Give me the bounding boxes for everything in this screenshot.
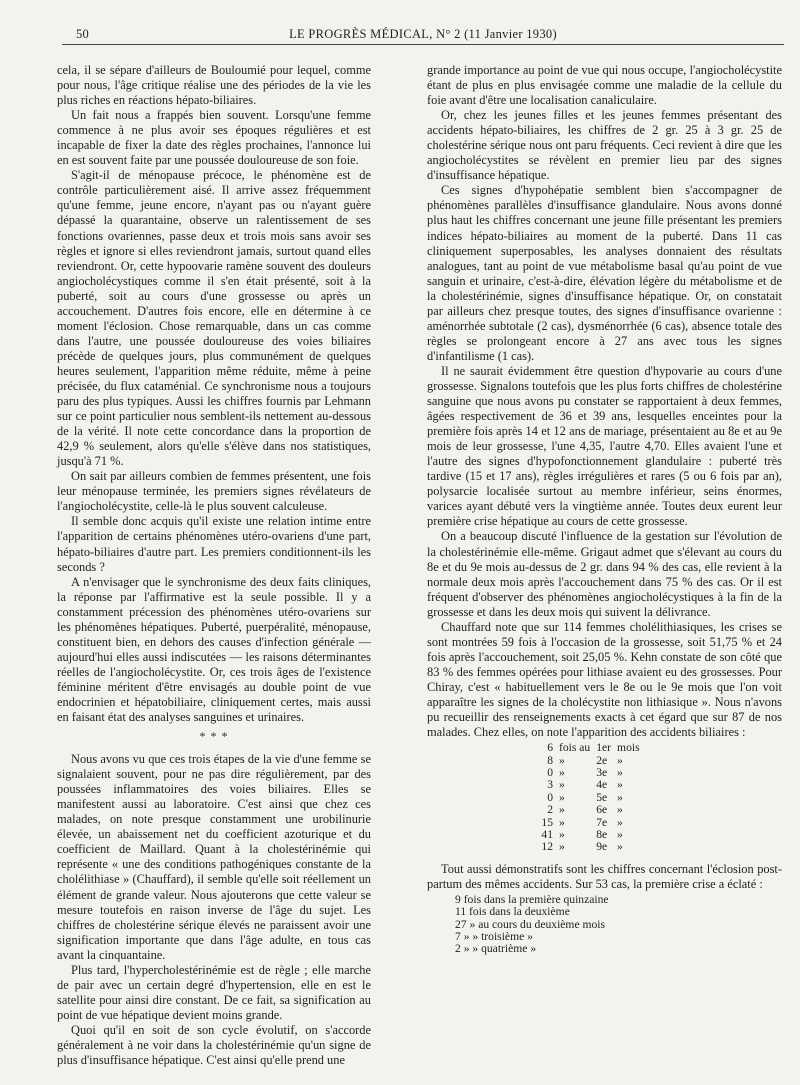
table-cell: 2e [596, 753, 608, 767]
table-row [537, 817, 646, 829]
list-item: 9 fois dans la première quinzaine [455, 892, 609, 906]
table-cell: 0 [547, 765, 553, 779]
paragraph: Or, chez les jeunes filles et les jeunes femmes présentant des accidents hépato-biliaires, les chiffres de 2 gr. 25 à 3 gr. 25 de cholestérine sérique nous ont paru fréquents. Ceci revient à dire que les angiocholécystites se révèlent en premier lieu par des signes d'insuffisance hépatique. [427, 108, 782, 183]
table-cell: 1er [596, 741, 612, 755]
table-cell: » [559, 790, 565, 804]
table-cell: 8e [596, 827, 608, 841]
paragraph: On sait par ailleurs combien de femmes présentent, une fois leur ménopause terminée, les premiers signes révélateurs de l'angiocholécystite, celle-là le plus souvent calculeuse. [57, 469, 371, 514]
table-cell: » [559, 803, 565, 817]
table-cell: 7e [596, 815, 608, 829]
table-cell: » [617, 765, 623, 779]
table-cell: mois [617, 741, 640, 755]
table-row [537, 742, 646, 754]
table-cell: » [617, 753, 623, 767]
table-cell: » [617, 803, 623, 817]
header-rule [62, 44, 784, 45]
table-cell: » [559, 840, 565, 854]
table-cell: 15 [541, 815, 553, 829]
list-item: 27 » au cours du deuxième mois [455, 917, 606, 931]
table-cell: 41 [541, 827, 553, 841]
table-row [537, 804, 646, 816]
page-header [62, 24, 784, 42]
paragraph: Il semble donc acquis qu'il existe une relation intime entre l'apparition de certains phénomènes utéro-ovariens d'une part, hépato-biliaires d'autre part. Les premiers conditionnent-ils les seconds ? [57, 514, 371, 574]
paragraph: A n'envisager que le synchronisme des deux faits cliniques, la réponse par l'affirmative est la seule possible. Il y a constamment précession des phénomènes utéro-ovariens sur les phénomènes hépatiques. Puberté, puerpéralité, ménopause, constituent bien, en dehors des causes d'infection générale — aujourd'hui elles aussi indiscutées — les raisons déterminantes réelles de l'angiocholécystite. Or, ces trois âges de l'existence féminine méritent d'être envisagés au double point de vue endocrinien et hépatobiliaire, cliniquement certes, mais aussi en faisant état des analyses sanguines et urinaires. [57, 574, 371, 725]
table-cell: » [617, 790, 623, 804]
monthly-onset-table [537, 742, 646, 854]
paragraph: Quoi qu'il en soit de son cycle évolutif, on s'accorde généralement à ne voir dans la cholestérinémie qu'un signe de plus d'insuffisance hépatique. C'est ainsi qu'elle prend une [57, 1022, 371, 1068]
section-stars: * * * [199, 729, 229, 744]
table-row [537, 829, 646, 841]
paragraph: Chauffard note que sur 114 femmes cholélithiasiques, les crises se sont montrées 59 fois à l'occasion de la grossesse, soit 51,75 % et 24 fois après l'accouchement, soit 25,05 %. Kehn constate de son côté que 83 % des femmes opérées pour lithiase avaient eu des grossesses. Pour Chiray, c'est « habituellement vers le 8e ou le 9e mois que l'on voit apparaître les signes de la cholécystite non lithiasique ». Nous n'avons pu recueillir des renseignements exacts à cet égard que sur 87 de nos malades. Chez elles, on note l'apparition des accidents biliaires : [427, 619, 782, 740]
paragraph: Tout aussi démonstratifs sont les chiffres concernant l'éclosion post-partum des mêmes accidents. Sur 53 cas, la première crise a éclaté : [427, 861, 782, 891]
table-cell: » [617, 778, 623, 792]
table-cell: 4e [596, 778, 608, 792]
table-row [537, 755, 646, 767]
paragraph: Un fait nous a frappés bien souvent. Lorsqu'une femme commence à ne plus avoir ses époques régulières et est incapable de fixer la date des règles prochaines, l'annonce lui en est souvent faite par une poussée douloureuse de son foie. [57, 108, 371, 168]
paragraph: cela, il se sépare d'ailleurs de Bouloumié pour lequel, comme pour nous, l'âge critique réalise une des périodes de la vie les plus riches en réactions hépato-biliaires. [57, 63, 371, 108]
table-cell: » [617, 840, 623, 854]
table-cell: » [559, 778, 565, 792]
table-cell: » [559, 753, 565, 767]
paragraph: S'agit-il de ménopause précoce, le phénomène est de contrôle particulièrement aisé. Il arrive assez fréquemment qu'une femme, jeune encore, n'ayant pas ou n'ayant guère dépassé la quarantaine, observe un ralentissement de ses fonctions ovariennes, passe deux et trois mois sans avoir ses règles et ignore si elles reviendront jamais, surtout quand elles reviendront. Or, cette hypoovarie ramène souvent des douleurs angiocholécystiques comme il s'en était présenté, soit à la puberté, soit au cours d'une grossesse ou après un accouchement. D'autres fois encore, elle en détermine à ce moment l'éclosion. Chose remarquable, dans un cas comme dans l'autre, une poussée douloureuse des voies biliaires précède de quelques jours, plus communément de quelques heures seulement, l'apparition même réduite, même à peine précisée, du flux cataménial. Ce synchronisme nous a toujours paru des plus typiques. Aussi les chiffres fournis par Lehmann sur ce point particulier nous semblent-ils nettement au-dessous de la vérité. Il note cette concordance dans la proportion de 42,9 % seulement, alors qu'elle s'élève dans nos statistiques, jusqu'à 71 %. [57, 168, 371, 469]
table-cell: 0 [547, 790, 553, 804]
table-cell: 9e [596, 840, 608, 854]
table-row [537, 767, 646, 779]
table-cell: 12 [541, 840, 553, 854]
right-column [427, 63, 782, 956]
list-item: 2 » » quatrième » [455, 942, 537, 956]
table-cell: fois au [559, 741, 591, 755]
table-row [537, 779, 646, 791]
postpartum-onset-list [455, 894, 782, 956]
paragraph: Il ne saurait évidemment être question d'hypovarie au cours d'une grossesse. Signalons toutefois que les plus forts chiffres de cholestérine sanguine que nous avons pu constater se rapportaient à deux femmes, âgées respectivement de 36 et 39 ans, lesquelles enceintes pour la première fois après 14 et 12 ans de mariage, présentaient au 8e et au 9e mois de leur grossesse, l'une 4,35, l'autre 4,70. Elles avaient l'une et l'autre des signes d'hypofonctionnement glandulaire : puberté très tardive (15 et 17 ans), règles irrégulières et rares (5 ou 6 fois par an), polysarcie localisée surtout au membre inférieur, seins énormes, varices ayant débuté vers la vingtième année. Toutes deux eurent leur première crise hépatique au cours de cette grossesse. [427, 363, 782, 529]
table-cell: » [617, 827, 623, 841]
table-row [537, 841, 646, 853]
table-cell: 6e [596, 803, 608, 817]
paragraph: On a beaucoup discuté l'influence de la gestation sur l'évolution de la cholestérinémie elle-même. Grigaut admet que s'élevant au cours du 8e et du 9e mois au-dessus de 2 gr. dans 94 % des cas, elle revient à la normale deux mois après l'accouchement dans 75 % des cas. Or il est fréquent d'observer des phénomènes angiocholécystiques à la fin de la grossesse et dans les deux mois qui suivent la délivrance. [427, 529, 782, 619]
table-cell: 2 [547, 803, 553, 817]
table-cell: » [617, 815, 623, 829]
page-number: 50 [76, 27, 90, 41]
paragraph: grande importance au point de vue qui nous occupe, l'angiocholécystite étant de plus en plus envisagée comme une maladie de la cellule du foie avant d'être une localisation canaliculaire. [427, 63, 782, 108]
running-title: LE PROGRÈS MÉDICAL, N° 2 (11 Janvier 1930) [289, 27, 557, 41]
table-cell: 6 [547, 741, 553, 755]
paragraph: Plus tard, l'hypercholestérinémie est de règle ; elle marche de pair avec un certain degré d'hypertension, elle en est le satellite pour ainsi dire constant. De ce fait, sa signification au point de vue hépatique devient moins grande. [57, 962, 371, 1022]
table-cell: 8 [547, 753, 553, 767]
paragraph: Ces signes d'hypohépatie semblent bien s'accompagner de phénomènes parallèles d'insuffisance glandulaire. Nous avons donné plus haut les chiffres concernant une jeune fille présentant les premiers indices hépato-biliaires au moment de la puberté. Dans 11 cas cliniquement superposables, les analyses donnaient des résultats analogues, tant au point de vue métabolisme basal qu'au point de vue sanguin et urinaire, c'est-à-dire, élévation légère du métabolisme et de la cholestérinémie, signes d'insuffisance hépatique. Or, on constatait par ailleurs chez presque toutes, des signes d'insuffisance ovarienne : aménorrhée subtotale (2 cas), dysménorrhée (6 cas), absence totale des règles se prolongeant encore à 27 ans avec tous les signes d'infantilisme (1 cas). [427, 183, 782, 363]
table-cell: 5e [596, 790, 608, 804]
paragraph: Nous avons vu que ces trois étapes de la vie d'une femme se signalaient souvent, pour ne pas dire régulièrement, par des poussées inflammatoires des voies biliaires. Elles se manifestent aussi au laboratoire. C'est ainsi que chez ces malades, on note presque constamment une urobilinurie élevée, un abaissement net du coefficient azoturique et du coefficient de Maillard. Quant à la cholestérinémie qui représente « une des conditions pathogéniques constante de la cholélithiase » (Chauffard), il semble qu'elle soit réellement un élément de grande valeur. Nous ajouterons que cette valeur se mesure toutefois en raison inverse de l'âge du sujet. Les chiffres de cholestérine sérique élevés ne paraissent avoir une signification importante que dans l'âge adulte, en tous cas avant la cinquantaine. [57, 752, 371, 962]
table-row [537, 792, 646, 804]
list-item: 11 fois dans la deuxième [455, 905, 570, 919]
table-cell: » [559, 815, 565, 829]
table-cell: 3 [547, 778, 553, 792]
left-column [57, 63, 371, 1068]
table-cell: 3e [596, 765, 608, 779]
table-cell: » [559, 765, 565, 779]
table-cell: » [559, 827, 565, 841]
list-item: 7 » » troisième » [455, 930, 533, 944]
